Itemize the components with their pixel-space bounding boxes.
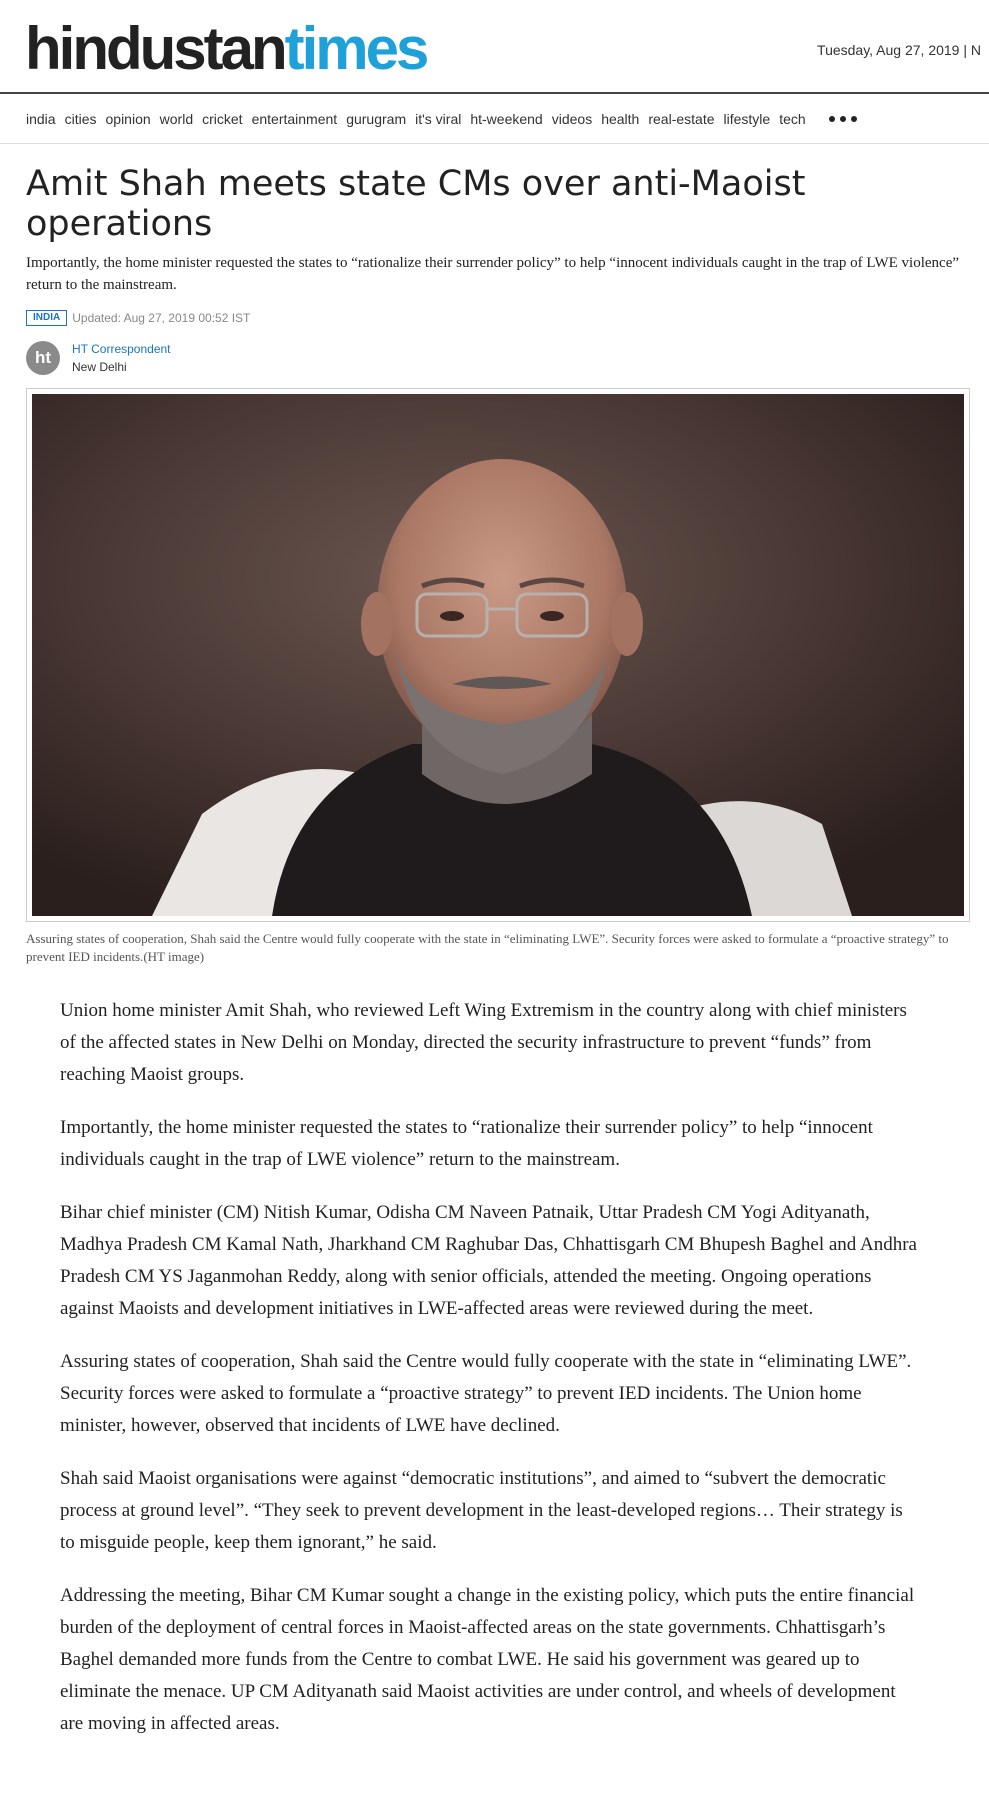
article-headline: Amit Shah meets state CMs over anti-Maoist operations xyxy=(26,164,806,244)
section-badge[interactable]: INDIA xyxy=(26,310,67,326)
article-paragraph: Shah said Maoist organisations were against “democratic institutions”, and aimed to “subvert the democratic process at ground level”. “They seek to prevent development in the least-developed regions… Their strategy is to misguide people, keep them ignorant,” he said. xyxy=(60,1468,903,1553)
author-info xyxy=(72,340,171,376)
nav-item-gurugram[interactable]: gurugram xyxy=(346,111,407,127)
more-dot xyxy=(829,116,835,122)
site-header xyxy=(0,0,989,94)
article-summary: Importantly, the home minister requested the states to “rationalize their surrender policy” to help “innocent individuals caught in the trap of LWE violence” return to the mainstream. xyxy=(26,255,960,293)
article-meta xyxy=(26,310,250,326)
site-logo[interactable] xyxy=(25,14,426,84)
author-block xyxy=(26,340,171,376)
updated-timestamp: Updated: Aug 27, 2019 00:52 IST xyxy=(72,311,251,325)
logo-text-hindustan: hindustan xyxy=(25,15,285,82)
author-avatar[interactable]: ht xyxy=(26,341,60,375)
nav-item-cities[interactable]: cities xyxy=(64,111,97,127)
more-dot xyxy=(840,116,846,122)
nav-item-health[interactable]: health xyxy=(601,111,640,127)
article-paragraph: Union home minister Amit Shah, who reviewed Left Wing Extremism in the country along with chief ministers of the affected states in New Delhi on Monday, directed the security infrastructure to prevent “funds” from reaching Maoist groups. xyxy=(60,1000,907,1085)
nav-item-india[interactable]: india xyxy=(26,111,56,127)
more-dot xyxy=(851,116,857,122)
nav-item-its-viral[interactable]: it's viral xyxy=(415,111,462,127)
author-name-link[interactable]: HT Correspondent xyxy=(72,342,171,356)
header-date: Tuesday, Aug 27, 2019 | N xyxy=(817,42,981,58)
article-paragraph: Importantly, the home minister requested the states to “rationalize their surrender policy” to help “innocent individuals caught in the trap of LWE violence” return to the mainstream. xyxy=(60,1117,873,1170)
nav-item-entertainment[interactable]: entertainment xyxy=(251,111,338,127)
nav-item-real-estate[interactable]: real-estate xyxy=(648,111,715,127)
article-paragraph: Bihar chief minister (CM) Nitish Kumar, Odisha CM Naveen Patnaik, Uttar Pradesh CM Yogi Adityanath, Madhya Pradesh CM Kamal Nath, Jharkhand CM Raghubar Das, Chhattisgarh CM Bhupesh Baghel and Andhra Pradesh CM YS Jaganmohan Reddy, along with senior officials, attended the meeting. Ongoing operations against Maoists and development initiatives in LWE-affected areas were reviewed during the meet. xyxy=(60,1202,917,1319)
nav-item-ht-weekend[interactable]: ht-weekend xyxy=(470,111,543,127)
nav-item-cricket[interactable]: cricket xyxy=(202,111,243,127)
nav-item-world[interactable]: world xyxy=(159,111,194,127)
image-caption: Assuring states of cooperation, Shah said the Centre would fully cooperate with the state in “eliminating LWE”. Security forces were asked to formulate a “proactive strategy” to prevent IED incidents.(HT image) xyxy=(26,931,949,964)
article-paragraph: Assuring states of cooperation, Shah said the Centre would fully cooperate with the state in “eliminating LWE”. Security forces were asked to formulate a “proactive strategy” to prevent IED incidents. The Union home minister, however, observed that incidents of LWE have declined. xyxy=(60,1351,912,1436)
article-paragraph: Addressing the meeting, Bihar CM Kumar sought a change in the existing policy, which puts the entire financial burden of the deployment of central forces in Maoist-affected areas on the state governments. Chhattisgarh’s Baghel demanded more funds from the Centre to combat LWE. He said his government was geared up to eliminate the menace. UP CM Adityanath said Maoist activities are under control, and wheels of development are moving in affected areas. xyxy=(60,1585,915,1734)
nav-item-tech[interactable]: tech xyxy=(779,111,806,127)
main-nav xyxy=(0,94,989,144)
nav-item-lifestyle[interactable]: lifestyle xyxy=(723,111,771,127)
article-body xyxy=(60,995,920,1761)
nav-item-opinion[interactable]: opinion xyxy=(105,111,151,127)
author-location: New Delhi xyxy=(72,360,127,374)
logo-text-times: times xyxy=(284,15,427,82)
lead-image xyxy=(32,394,964,916)
more-menu-icon[interactable] xyxy=(829,110,857,128)
nav-list xyxy=(26,110,857,128)
lead-image-frame xyxy=(26,388,970,922)
nav-item-videos[interactable]: videos xyxy=(551,111,593,127)
portrait-illustration xyxy=(32,394,964,916)
